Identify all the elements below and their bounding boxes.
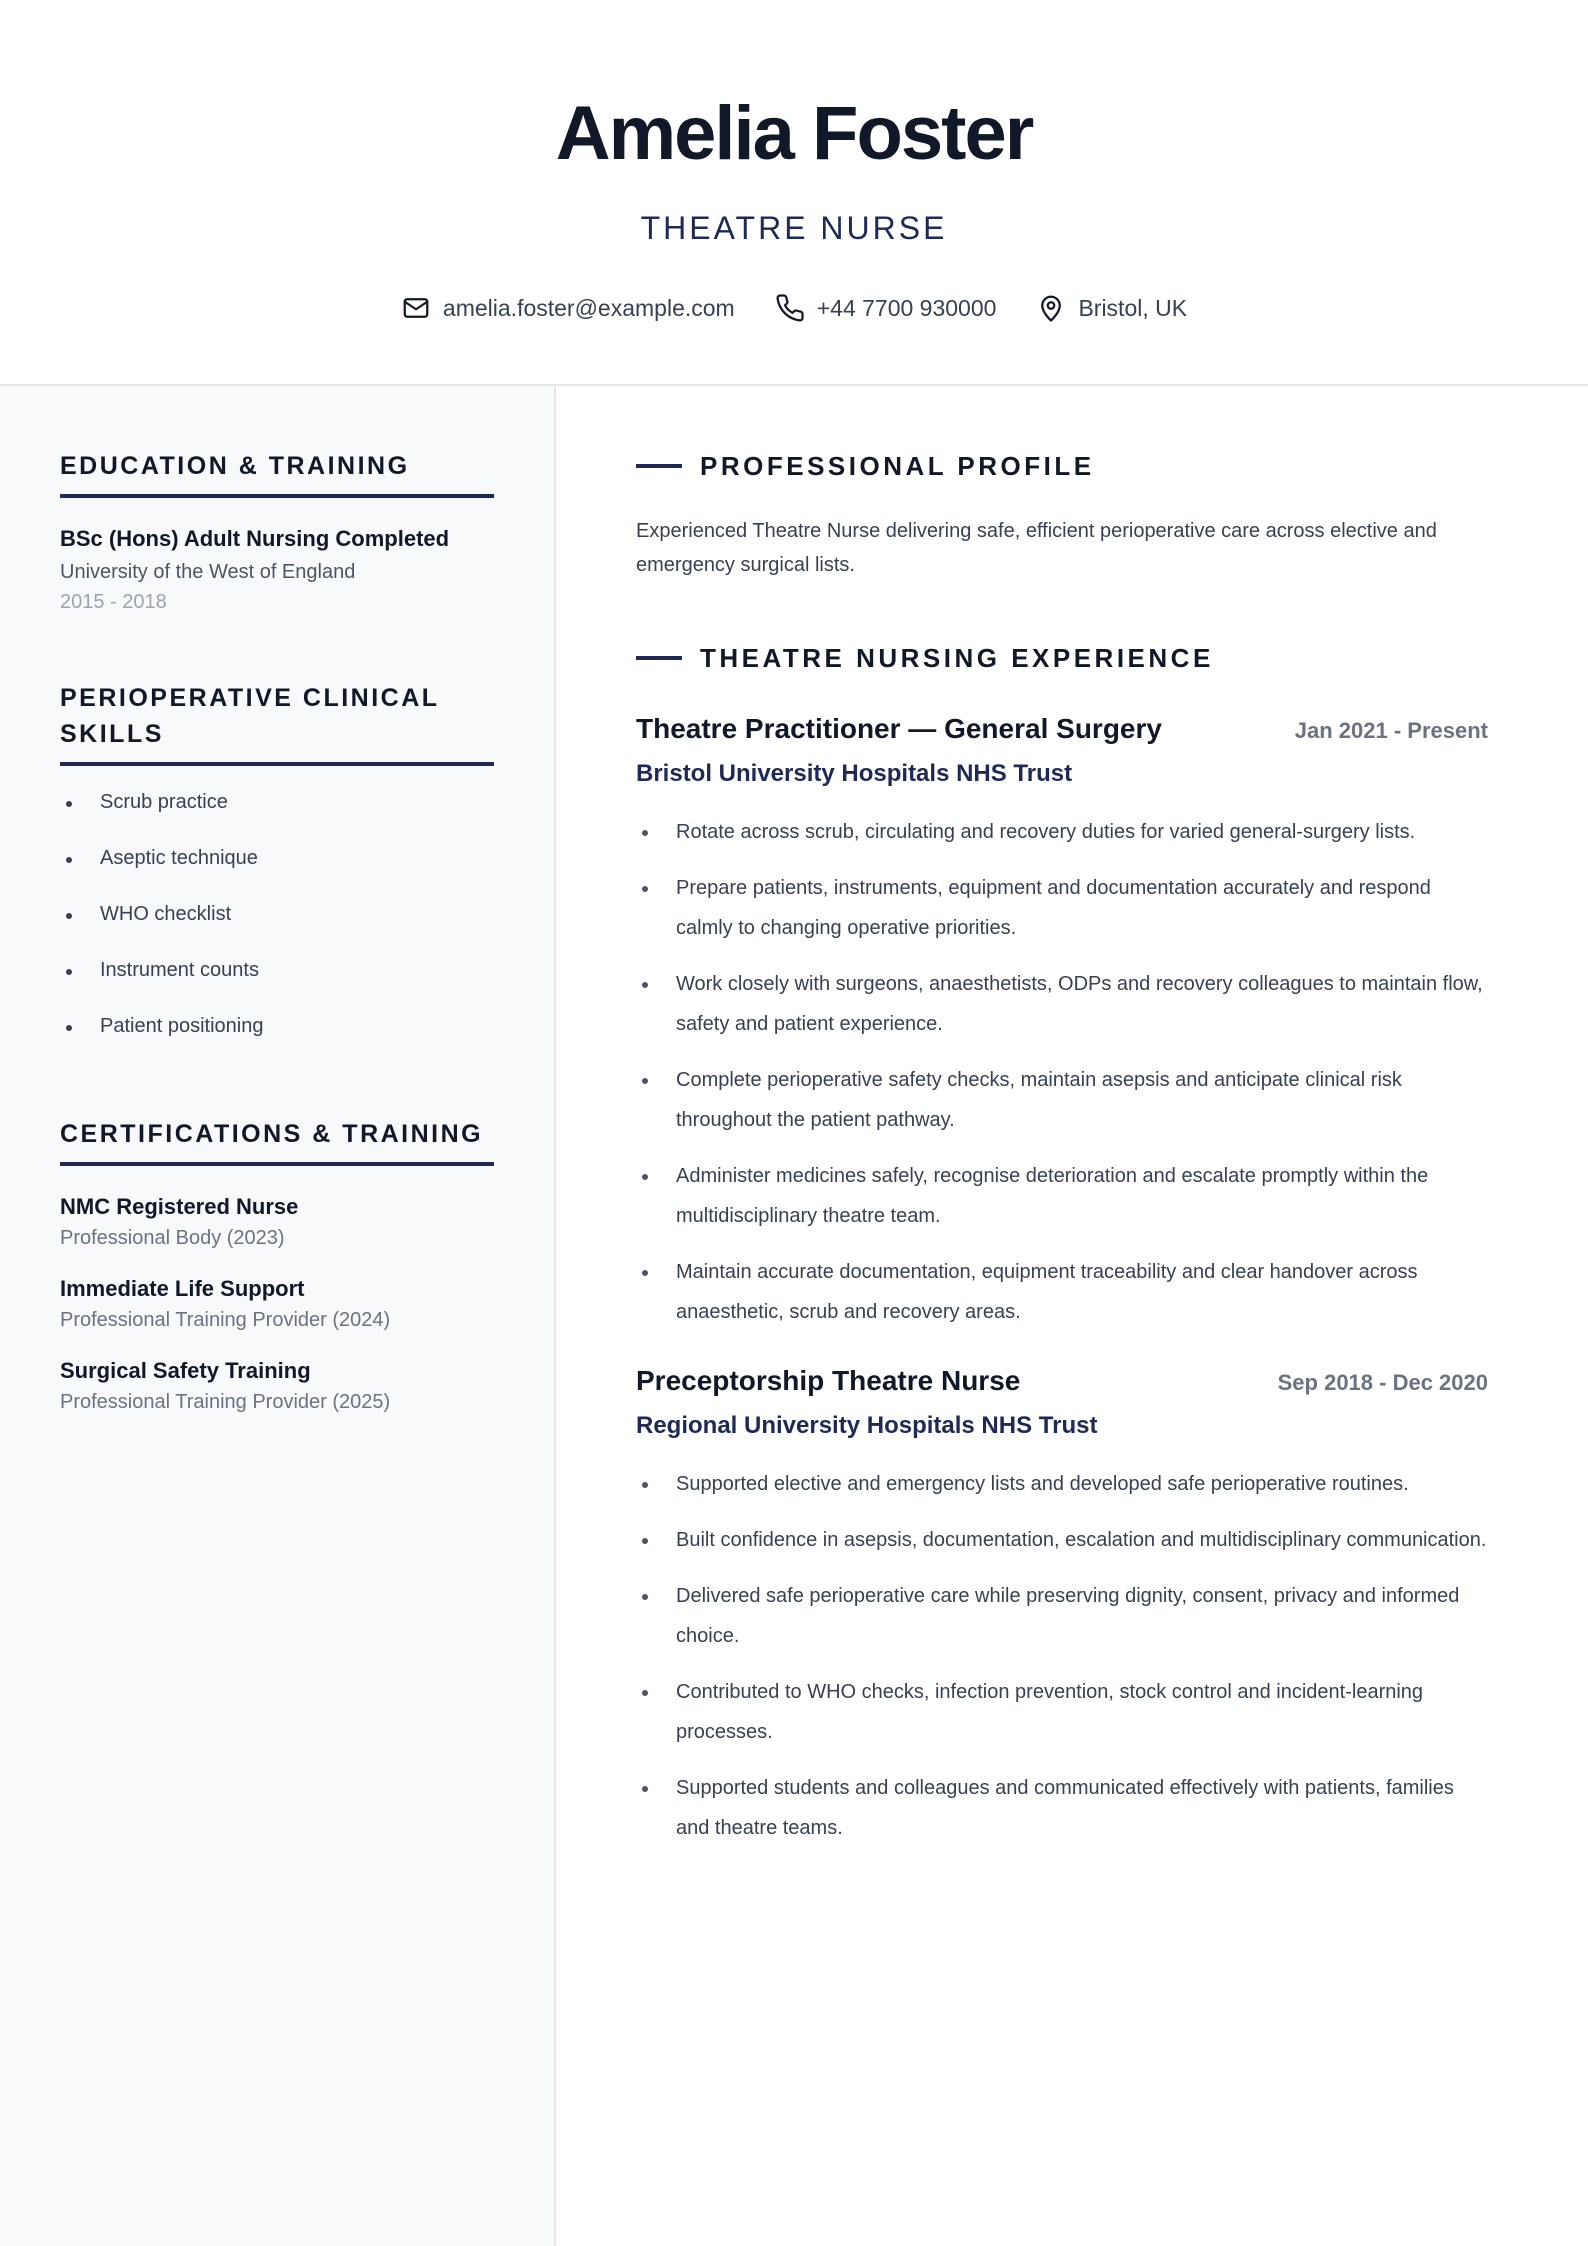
education-school: University of the West of England [60,561,356,583]
candidate-name: Amelia Foster [555,91,1033,176]
list-item: Rotate across scrub, circulating and recovery duties for varied general-surgery lists. [636,812,1488,852]
phone-icon [775,293,805,323]
experience-heading [636,640,1488,676]
certification-item [60,1192,494,1252]
skills-list [60,788,494,1040]
certification-name: NMC Registered Nurse [60,1194,299,1219]
main-content [636,386,1488,1864]
list-item: Maintain accurate documentation, equipment traceability and clear handover across anaesthetic, scrub and recovery areas. [636,1252,1488,1332]
contact-phone[interactable] [775,290,997,326]
email-text[interactable]: amelia.foster@example.com [442,295,735,321]
certification-name: Immediate Life Support [60,1276,305,1301]
location-text: Bristol, UK [1078,295,1188,321]
contact-location [1036,290,1187,326]
job-title: Preceptorship Theatre Nurse [636,1365,1021,1396]
education-title: EDUCATION & TRAINING [60,448,494,498]
map-pin-icon [1036,293,1066,323]
heading-rule [636,656,682,660]
phone-text[interactable]: +44 7700 930000 [816,295,997,321]
list-item: Instrument counts [60,956,494,984]
contact-email[interactable] [401,290,735,326]
job-organization: Regional University Hospitals NHS Trust [636,1412,1098,1439]
job-dates: Sep 2018 - Dec 2020 [1277,1370,1488,1395]
heading-rule [636,464,682,468]
list-item: WHO checklist [60,900,494,928]
list-item: Built confidence in asepsis, documentation, escalation and multidisciplinary communication. [636,1520,1488,1560]
education-section [60,448,494,616]
certification-meta: Professional Training Provider (2025) [60,1391,391,1413]
list-item: Aseptic technique [60,844,494,872]
profile-section [636,448,1488,582]
profile-title: PROFESSIONAL PROFILE [700,451,1095,481]
list-item: Scrub practice [60,788,494,816]
certifications-section [60,1116,494,1416]
mail-icon [401,293,431,323]
skills-title: PERIOPERATIVE CLINICAL SKILLS [60,680,494,766]
list-item: Prepare patients, instruments, equipment and documentation accurately and respond calmly to changing operative priorities. [636,868,1488,948]
job-title: Theatre Practitioner — General Surgery [636,713,1162,744]
list-item: Work closely with surgeons, anaesthetists, ODPs and recovery colleagues to maintain flow, safety and patient experience. [636,964,1488,1044]
skills-section [60,680,494,1068]
list-item: Administer medicines safely, recognise deterioration and escalate promptly within the multidisciplinary theatre team. [636,1156,1488,1236]
job-header [636,710,1488,750]
job-bullets [636,812,1488,1332]
profile-text: Experienced Theatre Nurse delivering safe, efficient perioperative care across elective and emergency surgical lists. [636,520,1437,576]
list-item: Supported students and colleagues and communicated effectively with patients, families and theatre teams. [636,1768,1488,1848]
education-degree: BSc (Hons) Adult Nursing Completed [60,526,450,551]
list-item: Contributed to WHO checks, infection prevention, stock control and incident-learning processes. [636,1672,1488,1752]
list-item: Complete perioperative safety checks, maintain asepsis and anticipate clinical risk throughout the patient pathway. [636,1060,1488,1140]
job-header [636,1362,1488,1402]
job-entry [636,1362,1488,1848]
certification-meta: Professional Body (2023) [60,1227,285,1249]
job-entry [636,710,1488,1332]
certification-item [60,1356,494,1416]
certifications-title: CERTIFICATIONS & TRAINING [60,1116,494,1166]
sidebar [0,386,556,2246]
experience-section [636,640,1488,1848]
education-years: 2015 - 2018 [60,591,167,613]
certification-meta: Professional Training Provider (2024) [60,1309,391,1331]
list-item: Delivered safe perioperative care while preserving dignity, consent, privacy and informed choice. [636,1576,1488,1656]
list-item: Patient positioning [60,1012,494,1040]
experience-title: THEATRE NURSING EXPERIENCE [700,643,1214,673]
job-organization: Bristol University Hospitals NHS Trust [636,760,1073,787]
job-dates: Jan 2021 - Present [1294,718,1488,743]
contact-bar [0,290,1588,326]
resume-header [0,0,1588,386]
profile-heading [636,448,1488,484]
list-item: Supported elective and emergency lists and developed safe perioperative routines. [636,1464,1488,1504]
certification-name: Surgical Safety Training [60,1358,311,1383]
candidate-role: THEATRE NURSE [640,210,948,246]
certification-item [60,1274,494,1334]
job-bullets [636,1464,1488,1848]
